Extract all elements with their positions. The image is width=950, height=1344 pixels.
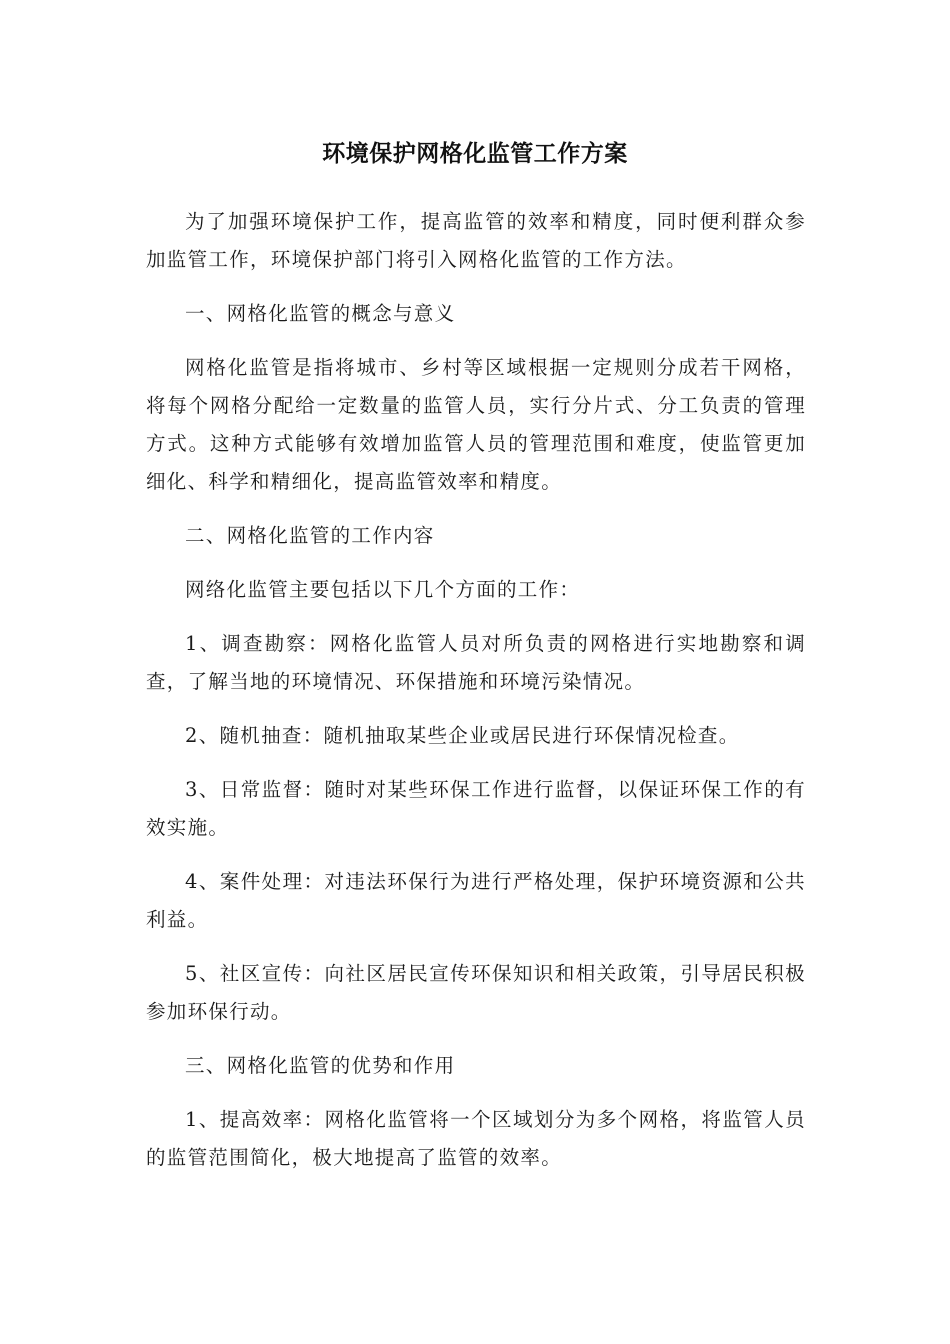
section-heading-concept: 一、网格化监管的概念与意义 <box>185 302 456 325</box>
work-item-random-check: 2、随机抽查：随机抽取某些企业或居民进行环保情况检查。 <box>185 724 740 747</box>
work-content-lead: 网络化监管主要包括以下几个方面的工作： <box>185 578 581 601</box>
intro-paragraph: 为了加强环境保护工作，提高监管的效率和精度，同时便利群众参加监管工作，环境保护部门将引入网格化监管的工作方法。 <box>146 210 806 271</box>
section-heading-advantages: 三、网格化监管的优势和作用 <box>185 1054 456 1077</box>
document-title: 环境保护网格化监管工作方案 <box>322 141 628 167</box>
advantage-item-efficiency: 1、提高效率：网格化监管将一个区域划分为多个网格，将监管人员的监管范围简化，极大地提高了监管的效率。 <box>146 1108 806 1169</box>
work-item-case-handling: 4、案件处理：对违法环保行为进行严格处理，保护环境资源和公共利益。 <box>146 870 806 931</box>
work-item-survey: 1、调查勘察：网格化监管人员对所负责的网格进行实地勘察和调查，了解当地的环境情况、环保措施和环境污染情况。 <box>146 632 806 693</box>
work-item-daily-supervision: 3、日常监督：随时对某些环保工作进行监督，以保证环保工作的有效实施。 <box>146 778 806 839</box>
work-item-community-outreach: 5、社区宣传：向社区居民宣传环保知识和相关政策，引导居民积极参加环保行动。 <box>146 962 806 1023</box>
document-body <box>146 203 806 1193</box>
section-heading-work-content: 二、网格化监管的工作内容 <box>185 524 435 547</box>
concept-paragraph: 网格化监管是指将城市、乡村等区域根据一定规则分成若干网格，将每个网格分配给一定数量的监管人员，实行分片式、分工负责的管理方式。这种方式能够有效增加监管人员的管理范围和难度，使监管更加细化、科学和精细化，提高监管效率和精度。 <box>146 356 806 493</box>
